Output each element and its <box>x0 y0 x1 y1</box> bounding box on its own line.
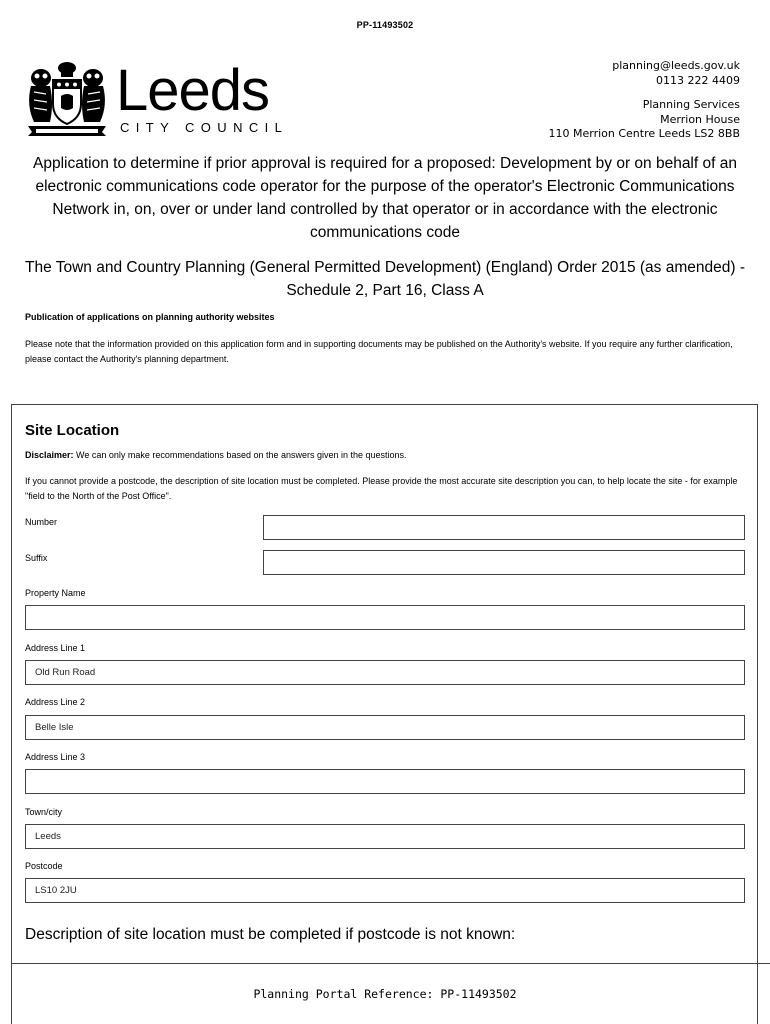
logo-subtitle: CITY COUNCIL <box>120 120 289 135</box>
disclaimer <box>25 450 407 460</box>
suffix-label: Suffix <box>25 553 48 563</box>
description-heading: Description of site location must be completed if postcode is not known: <box>25 926 516 943</box>
disclaimer-text: We can only make recommendations based on the answers given in the questions. <box>73 450 407 460</box>
leeds-city-council-logo <box>24 60 304 140</box>
contact-phone: 0113 222 4409 <box>656 73 740 87</box>
property-name-field[interactable] <box>25 605 745 630</box>
address-line-1-field[interactable]: Old Run Road <box>25 660 745 685</box>
form-title: Application to determine if prior approval is required for a proposed: Development by or on behalf of an electronic communications code operator for the purpose of the operator's Electronic Communications Network in, on, over or under land controlled by that operator or in accordance with the electronic communications code <box>33 155 737 241</box>
postcode-field[interactable]: LS10 2JU <box>25 878 745 903</box>
publication-text: Please note that the information provided on this application form and in supporting documents may be published on the Authority's website. If you require any further clarification, please contact the Authority's planning department. <box>25 339 733 364</box>
coat-of-arms-icon <box>24 60 110 138</box>
reference-number: PP-11493502 <box>356 20 414 30</box>
address-line-2-label: Address Line 2 <box>25 697 86 707</box>
contact-address: 110 Merrion Centre Leeds LS2 8BB <box>548 127 740 140</box>
contact-email[interactable]: planning@leeds.gov.uk <box>612 59 740 72</box>
contact-department: Planning Services <box>642 98 740 111</box>
site-location-note: If you cannot provide a postcode, the description of site location must be completed. Please provide the most accurate site description you can, to help locate the site - for example "field to the North of the Post Office". <box>25 476 738 501</box>
address-line-2-field[interactable]: Belle Isle <box>25 715 745 740</box>
postcode-label: Postcode <box>25 861 63 871</box>
property-name-label: Property Name <box>25 588 86 598</box>
address-line-1-label: Address Line 1 <box>25 643 86 653</box>
logo-wordmark: Leeds <box>116 58 270 123</box>
town-city-field[interactable]: Leeds <box>25 824 745 849</box>
page-divider <box>11 963 770 964</box>
section-title: Site Location <box>25 422 120 439</box>
number-field[interactable] <box>263 515 745 540</box>
contact-block <box>548 59 740 142</box>
town-city-label: Town/city <box>25 807 63 817</box>
footer-reference: Planning Portal Reference: PP-11493502 <box>253 987 517 1001</box>
suffix-field[interactable] <box>263 550 745 575</box>
disclaimer-label: Disclaimer: <box>25 450 74 460</box>
address-line-3-label: Address Line 3 <box>25 752 86 762</box>
form-subtitle: The Town and Country Planning (General Permitted Development) (England) Order 2015 (as amended) - Schedule 2, Part 16, Class A <box>25 259 745 299</box>
number-label: Number <box>25 517 58 527</box>
publication-heading: Publication of applications on planning authority websites <box>25 312 275 322</box>
address-line-3-field[interactable] <box>25 769 745 794</box>
contact-building: Merrion House <box>660 112 740 126</box>
